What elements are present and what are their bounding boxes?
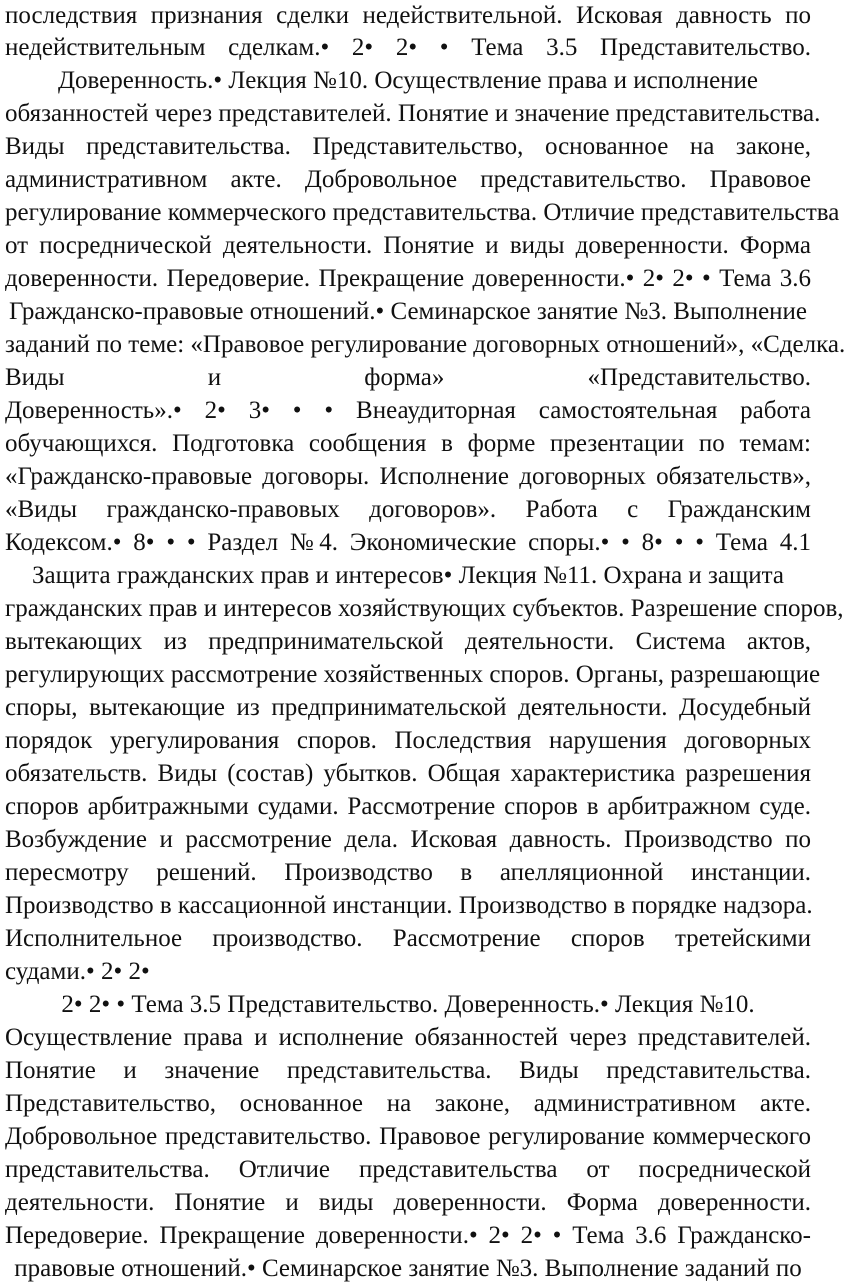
text-line: Виды представительства. Представительство, основанное на законе, bbox=[5, 133, 811, 160]
text-line: правовые отношений.• Семинарское занятие №3. Выполнение заданий по bbox=[14, 1255, 802, 1282]
text-line: споров арбитражными судами. Рассмотрение споров в арбитражном суде. bbox=[5, 793, 811, 820]
text-line: вытекающих из предпринимательской деятельности. Система актов, bbox=[5, 628, 811, 655]
text-line: обязанностей через представителей. Понятие и значение представительства. bbox=[5, 100, 821, 127]
text-line: регулирующих рассмотрение хозяйственных споров. Органы, разрешающие bbox=[5, 661, 821, 688]
text-line: гражданских прав и интересов хозяйствующих субъектов. Разрешение споров, bbox=[5, 595, 844, 622]
text-line: Доверенность».• 2• 3• • • Внеаудиторная самостоятельная работа bbox=[5, 397, 811, 424]
text-line: последствия признания сделки недействительной. Исковая давность по bbox=[5, 2, 811, 29]
text-line: представительства. Отличие представительства от посреднической bbox=[5, 1156, 811, 1183]
text-line: Виды и форма» «Представительство. bbox=[5, 364, 811, 391]
text-line: от посреднической деятельности. Понятие и виды доверенности. Форма bbox=[5, 232, 811, 259]
text-line: обучающихся. Подготовка сообщения в форме презентации по темам: bbox=[5, 430, 811, 457]
text-line: пересмотру решений. Производство в апелляционной инстанции. bbox=[5, 859, 811, 886]
text-line: Добровольное представительство. Правовое регулирование коммерческого bbox=[5, 1123, 811, 1150]
text-line: Кодексом.• 8• • • Раздел №4. Экономические споры.• • 8• • • Тема 4.1 bbox=[5, 529, 811, 556]
text-line: административном акте. Добровольное представительство. Правовое bbox=[5, 166, 811, 193]
text-line: Гражданско-правовые отношений.• Семинарское занятие №3. Выполнение bbox=[8, 298, 808, 325]
text-line: Представительство, основанное на законе, административном акте. bbox=[5, 1090, 811, 1117]
text-line: обязательств. Виды (состав) убытков. Общая характеристика разрешения bbox=[5, 760, 811, 787]
text-line: судами.• 2• 2• bbox=[5, 958, 150, 985]
text-line: Защита гражданских прав и интересов• Лекция №11. Охрана и защита bbox=[32, 562, 784, 589]
text-line: регулирование коммерческого представительства. Отличие представительства bbox=[5, 199, 840, 226]
text-line: доверенности. Передоверие. Прекращение доверенности.• 2• 2• • Тема 3.6 bbox=[5, 265, 811, 292]
text-line: 2• 2• • Тема 3.5 Представительство. Доверенность.• Лекция №10. bbox=[61, 991, 755, 1018]
text-line: Возбуждение и рассмотрение дела. Исковая давность. Производство по bbox=[5, 826, 811, 853]
text-line: споры, вытекающие из предпринимательской деятельности. Досудебный bbox=[5, 694, 811, 721]
text-line: Понятие и значение представительства. Виды представительства. bbox=[5, 1057, 811, 1084]
text-line: «Виды гражданско-правовых договоров». Работа с Гражданским bbox=[5, 496, 811, 523]
text-line: Доверенность.• Лекция №10. Осуществление права и исполнение bbox=[57, 67, 759, 94]
text-line: порядок урегулирования споров. Последствия нарушения договорных bbox=[5, 727, 811, 754]
text-line: «Гражданско-правовые договоры. Исполнение договорных обязательств», bbox=[5, 463, 811, 490]
text-line: недействительным сделкам.• 2• 2• • Тема 3.5 Представительство. bbox=[5, 34, 811, 61]
text-line: заданий по теме: «Правовое регулирование договорных отношений», «Сделка. bbox=[5, 331, 845, 358]
text-line: Осуществление права и исполнение обязанностей через представителей. bbox=[5, 1024, 811, 1051]
text-line: Производство в кассационной инстанции. Производство в порядке надзора. bbox=[5, 892, 813, 919]
text-line: Исполнительное производство. Рассмотрение споров третейскими bbox=[5, 925, 811, 952]
text-line: Передоверие. Прекращение доверенности.• 2• 2• • Тема 3.6 Гражданско- bbox=[5, 1222, 811, 1249]
text-line: деятельности. Понятие и виды доверенности. Форма доверенности. bbox=[5, 1189, 811, 1216]
